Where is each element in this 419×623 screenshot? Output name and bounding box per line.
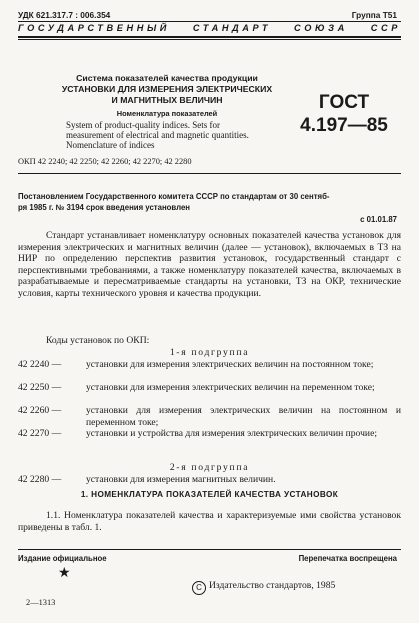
publisher-line <box>192 580 335 595</box>
intro-paragraph: Стандарт устанавливает номенклатуру основных показателей качества установок для измерения электрических и магнитных величин (далее — установок), включаемых в ТЗ на НИР по определению перспектив развития установок, государственный стандарт с перспективными требованиями, а также номенклатуру показателей качества, включаемых в разрабатываемые и пересматриваемые стандарты на установки, ТЗ на ОКР, технические условия, карты технического уровня и качества продукции. <box>18 230 401 299</box>
section-1-heading: 1. НОМЕНКЛАТУРА ПОКАЗАТЕЛЕЙ КАЧЕСТВА УСТАНОВОК <box>80 490 339 499</box>
title-line-2: УСТАНОВКИ ДЛЯ ИЗМЕРЕНИЯ ЭЛЕКТРИЧЕСКИХ <box>61 84 273 94</box>
gost-designation <box>294 91 394 137</box>
english-title-line-2: measurement of electrical and magnetic quantities. <box>66 130 249 140</box>
group-code: Группа Т51 <box>351 10 397 20</box>
okp-code: 42 2250 — <box>18 382 62 393</box>
top-divider <box>18 21 401 22</box>
decree-text <box>18 191 401 213</box>
code-row <box>18 474 401 486</box>
code-row <box>18 382 401 394</box>
paragraph-1-1: 1.1. Номенклатура показателей качества и характеризуемые ими свойства установок приведены в табл. 1. <box>18 510 401 533</box>
title-divider <box>18 173 401 174</box>
udk-code: УДК 621.317.7 : 006.354 <box>18 10 111 20</box>
codes-heading: Коды установок по ОКП: <box>46 335 150 346</box>
code-row <box>18 428 401 440</box>
gost-number: 4.197—85 <box>300 115 388 136</box>
effective-date: с 01.01.87 <box>360 215 397 224</box>
document-title <box>52 73 282 119</box>
code-description: установки для измерения магнитных величин. <box>86 474 276 485</box>
okp-code: 42 2260 — <box>18 405 62 416</box>
subgroup-1-heading: 1-я подгруппа <box>169 347 250 358</box>
code-description: установки для измерения электрических величин на постоянном токе; <box>86 359 374 370</box>
code-row <box>18 405 401 428</box>
okp-code: 42 2240 — <box>18 359 62 370</box>
decree-line-2: ря 1985 г. № 3194 срок введения установлен <box>18 203 190 212</box>
okp-code: 42 2270 — <box>18 428 62 439</box>
decree-line-1: Постановлением Государственного комитета СССР по стандартам от 30 сентяб- <box>18 192 330 201</box>
publisher-text: Издательство стандартов, 1985 <box>209 580 336 591</box>
okp-code: 42 2280 — <box>18 474 62 485</box>
english-title <box>66 120 286 150</box>
header-divider-thin <box>18 39 401 40</box>
copyright-icon: C <box>192 581 206 595</box>
subgroup-2-heading: 2-я подгруппа <box>169 462 250 473</box>
title-line-3: И МАГНИТНЫХ ВЕЛИЧИН <box>111 95 223 105</box>
star-icon: ★ <box>58 566 71 581</box>
english-title-line-1: System of product-quality indices. Sets for <box>66 120 220 130</box>
title-nomenclature: Номенклатура показателей <box>116 109 218 118</box>
official-edition-label: Издание официальное <box>18 554 107 563</box>
code-description: установки и устройства для измерения электрических величин прочие; <box>86 428 377 439</box>
code-row <box>18 359 401 371</box>
gost-label: ГОСТ <box>318 92 370 113</box>
title-line-1: Система показателей качества продукции <box>76 73 258 83</box>
reprint-prohibited-label: Перепечатка воспрещена <box>298 554 397 563</box>
code-description: установки для измерения электрических величин на переменном токе; <box>86 382 375 393</box>
footer-divider <box>18 549 401 550</box>
okp-codes: ОКП 42 2240; 42 2250; 42 2260; 42 2270; 42 2280 <box>18 157 192 166</box>
code-description: установки для измерения электрических величин на постоянном и переменном токе; <box>86 405 401 428</box>
standard-name: ГОСУДАРСТВЕННЫЙ СТАНДАРТ СОЮЗА ССР <box>18 23 401 33</box>
english-title-line-3: Nomenclature of indices <box>66 140 155 150</box>
header-divider-thick <box>18 36 401 38</box>
page-code: 2—1313 <box>26 598 56 607</box>
